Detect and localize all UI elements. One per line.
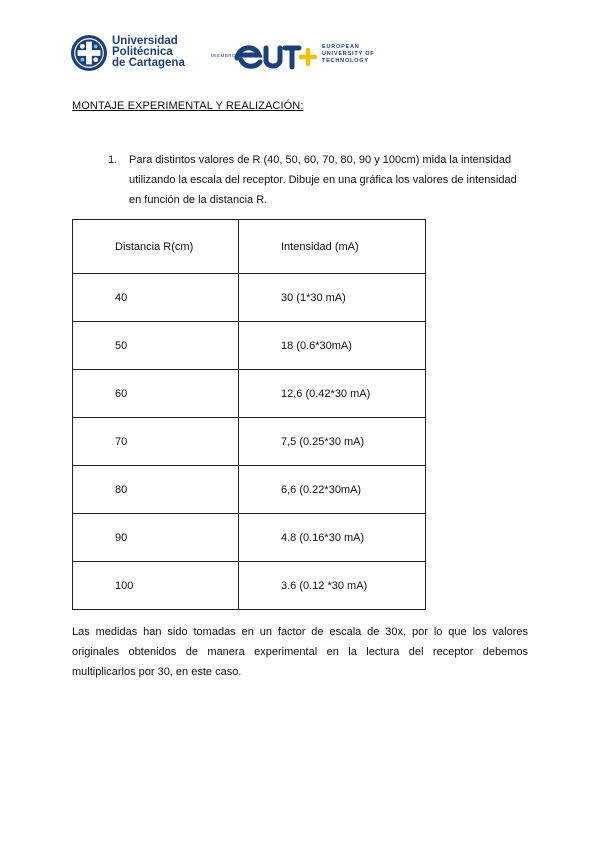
intensity-cell: 12,6 (0.42*30 mA) xyxy=(239,370,426,418)
table-row xyxy=(73,562,426,610)
table-row xyxy=(73,370,426,418)
intensity-cell: 4.8 (0.16*30 mA) xyxy=(239,514,426,562)
intensity-cell: 3.6 (0.12 *30 mA) xyxy=(239,562,426,610)
table-row xyxy=(73,514,426,562)
item-text xyxy=(129,150,527,210)
section-title: MONTAJE EXPERIMENTAL Y REALIZACIÓN: xyxy=(72,100,304,112)
intensity-cell: 18 (0.6*30mA) xyxy=(239,322,426,370)
item-number: 1. xyxy=(108,154,118,166)
intensity-cell: 7,5 (0.25*30 mA) xyxy=(239,418,426,466)
intensity-cell: 6,6 (0.22*30mA) xyxy=(239,466,426,514)
table-row xyxy=(73,322,426,370)
table-row xyxy=(73,274,426,322)
item-line: Para distintos valores de R (40, 50, 60, 70, 80, 90 y 100cm) mida la intensidad xyxy=(129,154,512,166)
table-row xyxy=(73,418,426,466)
measurements-table xyxy=(72,219,426,610)
university-seal-icon xyxy=(70,34,108,72)
distance-cell: 80 xyxy=(73,466,239,514)
header-logos xyxy=(70,34,400,76)
eut-name: EUROPEAN UNIVERSITY OF TECHNOLOGY xyxy=(322,44,375,64)
distance-cell: 90 xyxy=(73,514,239,562)
column-header-intensity: Intensidad (mA) xyxy=(239,220,426,274)
table-row xyxy=(73,466,426,514)
member-of-label: MIEMBRO DE xyxy=(211,53,246,58)
distance-cell: 50 xyxy=(73,322,239,370)
intensity-cell: 30 (1*30 mA) xyxy=(239,274,426,322)
distance-cell: 40 xyxy=(73,274,239,322)
item-line: en función de la distancia R. xyxy=(129,194,268,206)
table-header-row xyxy=(73,220,426,274)
university-name: Universidad Politécnica de Cartagena xyxy=(112,35,185,69)
distance-cell: 70 xyxy=(73,418,239,466)
eut-logo-icon xyxy=(233,38,323,72)
distance-cell: 100 xyxy=(73,562,239,610)
item-line: utilizando la escala del receptor. Dibuje en una gráfica los valores de intensidad xyxy=(129,174,517,186)
note-paragraph: Las medidas han sido tomadas en un factor de escala de 30x, por lo que los valores originales obtenidos de manera experimental en la lectura del receptor debemos multiplicarlos por 30, en este caso. xyxy=(72,626,528,678)
column-header-distance: Distancia R(cm) xyxy=(73,220,239,274)
distance-cell: 60 xyxy=(73,370,239,418)
